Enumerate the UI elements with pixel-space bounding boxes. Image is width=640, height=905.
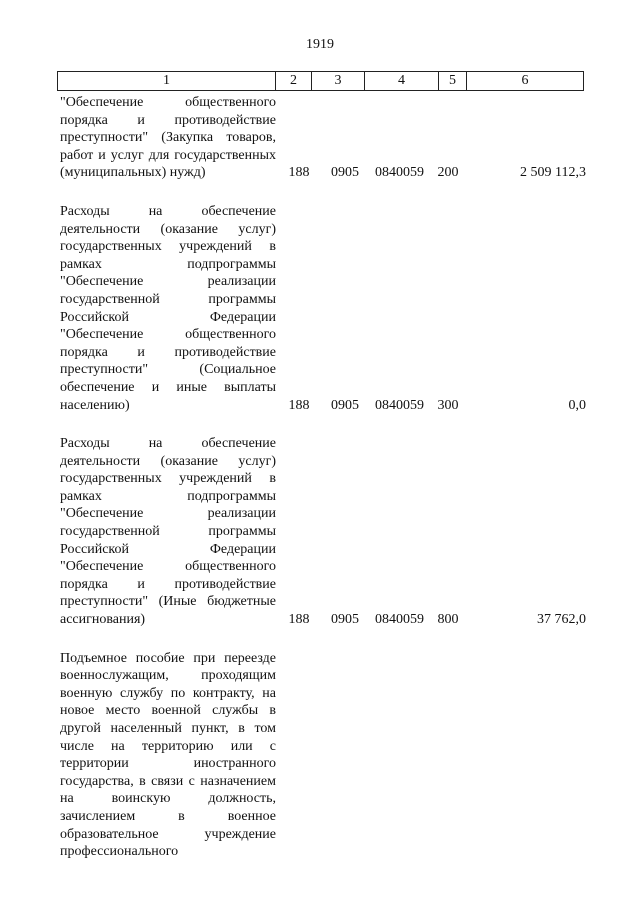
admin-code: 188: [288, 397, 310, 413]
table-row: [60, 435, 590, 629]
expense-name: Расходы на обеспечение деятельности (оказание услуг) государственных учреждений в рамках подпрограммы "Обеспечение реализации государственной программы Российской Федерации "Обеспечение общественного порядка и противодействие преступности" (Социальное обеспечение и иные выплаты населению): [60, 203, 276, 413]
amount: 0,0: [568, 397, 586, 413]
section-code: 0905: [331, 612, 359, 628]
target-code: [368, 650, 431, 861]
expense-type-code: 300: [437, 397, 459, 413]
table-header: [57, 71, 584, 91]
expense-name: Расходы на обеспечение деятельности (оказание услуг) государственных учреждений в рамках подпрограммы "Обеспечение реализации государственной программы Российской Федерации "Обеспечение общественного порядка и противодействие преступности" (Иные бюджетные ассигнования): [60, 436, 276, 628]
column-header-2: 2: [276, 72, 312, 90]
amount: [465, 650, 587, 861]
admin-code: 188: [288, 165, 310, 181]
table-row: [60, 203, 590, 414]
column-header-1: 1: [58, 72, 276, 90]
target-code: 0840059: [375, 165, 424, 181]
column-header-6: 6: [521, 73, 529, 88]
expense-type-code: 800: [437, 612, 459, 628]
column-header-4: 4: [365, 72, 439, 90]
amount: 2 509 112,3: [520, 165, 586, 181]
column-header-5: 5: [439, 72, 467, 90]
expense-type-code: [431, 650, 465, 861]
amount: 37 762,0: [537, 612, 586, 628]
page-number: 1919: [306, 37, 334, 52]
expense-name: Подъемное пособие при переезде военнослужащим, проходящим военную службу по контракту, на новое место военной службы в другой населенный пункт, в том числе на территорию или с территории иностранного государства, в связи с назначением на воинскую должность, зачислением в военное образовательное учреждение профессионального: [60, 650, 276, 860]
section-code: 0905: [331, 165, 359, 181]
target-code: 0840059: [375, 397, 424, 413]
expense-name: "Обеспечение общественного порядка и противодействие преступности" (Закупка товаров, работ и услуг для государственных (муниципальных) нужд): [60, 95, 276, 181]
column-header-3: 3: [312, 72, 365, 90]
admin-code: 188: [288, 612, 310, 628]
table-row: [60, 94, 590, 182]
section-code: 0905: [331, 397, 359, 413]
target-code: 0840059: [375, 612, 424, 628]
table-body: [60, 94, 590, 861]
expense-type-code: 200: [437, 165, 459, 181]
table-row: [60, 650, 590, 861]
section-code: [322, 650, 368, 861]
admin-code: [276, 650, 322, 861]
